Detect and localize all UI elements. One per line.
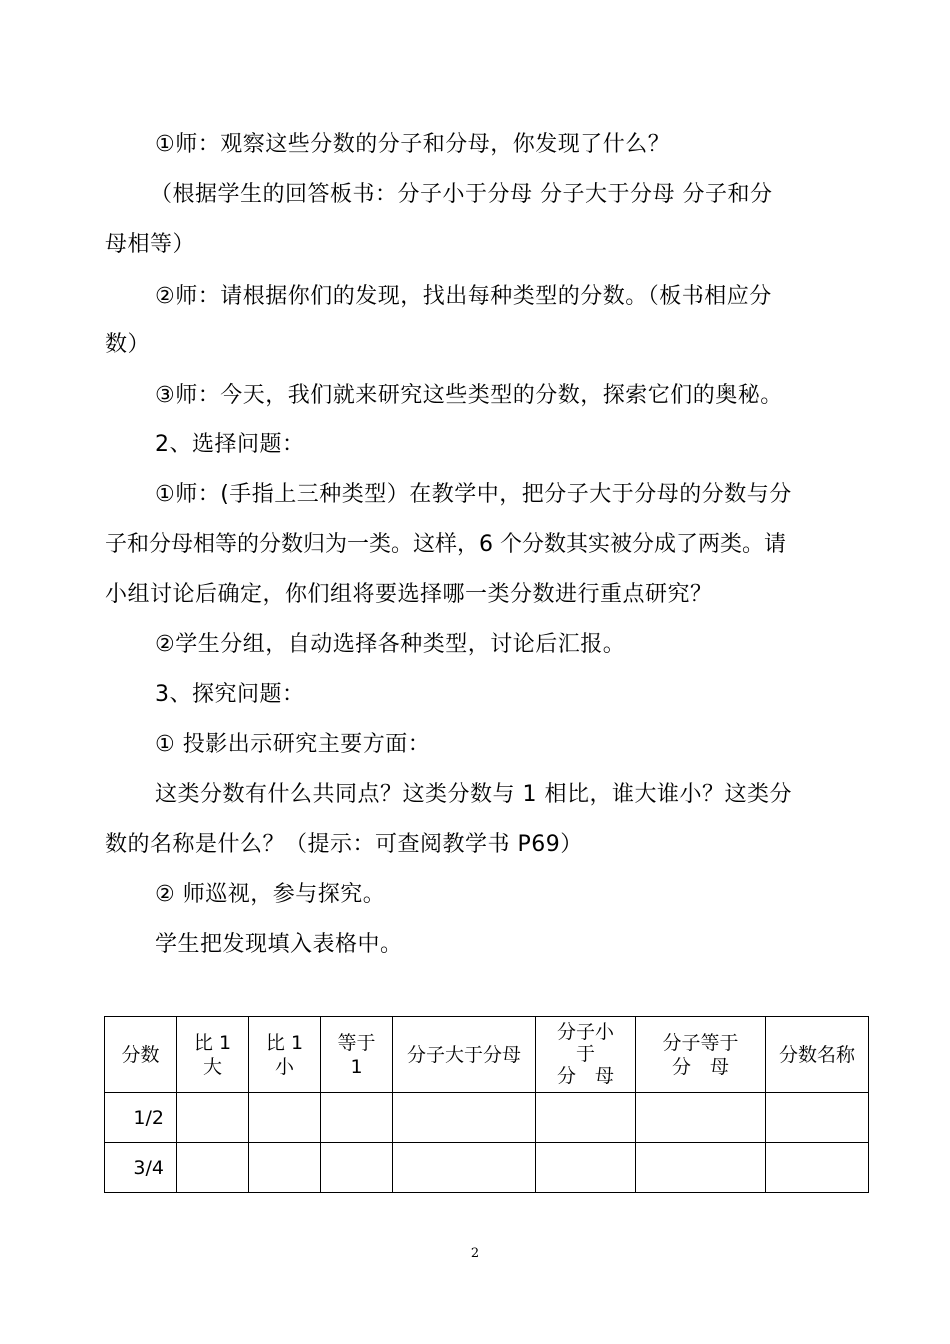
heading-choose-question: 2、选择问题： [155,432,305,457]
paragraph-classify-line1: ①师：(手指上三种类型）在教学中，把分子大于分母的分数与分 [155,482,792,507]
paragraph-today: ③师：今天，我们就来研究这些类型的分数，探索它们的奥秘。 [155,383,783,408]
table-cell [321,1143,393,1193]
table-cell [766,1093,869,1143]
table-row [105,1093,869,1143]
paragraph-projection: ① 投影出示研究主要方面： [155,732,431,757]
table-cell [177,1143,249,1193]
paragraph-questions-line1: 这类分数有什么共同点？这类分数与 1 相比，谁大谁小？这类分 [155,782,792,807]
paragraph-board-notes-line1: （根据学生的回答板书：分子小于分母 分子大于分母 分子和分 [150,182,773,207]
header-numerator-less: 分子小 于 分 母 [536,1017,636,1093]
page-number: 2 [470,1246,480,1261]
paragraph-questions-line2: 数的名称是什么？（提示：可查阅教学书 P69） [105,832,583,857]
header-greater-than-one: 比 1 大 [177,1017,249,1093]
table-cell [393,1093,536,1143]
paragraph-observe: ①师：观察这些分数的分子和分母，你发现了什么？ [155,132,671,157]
paragraph-classify-line2: 子和分母相等的分数归为一类。这样，6 个分数其实被分成了两类。请 [105,532,786,557]
header-less-than-one: 比 1 小 [249,1017,321,1093]
paragraph-fill-table: 学生把发现填入表格中。 [155,932,403,957]
paragraph-teacher-patrol: ② 师巡视，参与探究。 [155,882,386,907]
table-cell [636,1093,766,1143]
table-row [105,1143,869,1193]
paragraph-classify-line3: 小组讨论后确定，你们组将要选择哪一类分数进行重点研究？ [105,582,713,607]
table-cell [321,1093,393,1143]
header-equal-one: 等于 1 [321,1017,393,1093]
table-cell [766,1143,869,1193]
table-header-row [105,1017,869,1093]
row-label-cell: 3/4 [105,1143,177,1193]
table-cell [177,1093,249,1143]
header-numerator-greater: 分子大于分母 [393,1017,536,1093]
header-fraction: 分数 [105,1017,177,1093]
fraction-table [104,1016,869,1193]
table-cell [536,1093,636,1143]
table-cell [636,1143,766,1193]
table-cell [536,1143,636,1193]
table-cell [249,1143,321,1193]
table-cell [393,1143,536,1193]
table-cell [249,1093,321,1143]
paragraph-group-report: ②学生分组，自动选择各种类型，讨论后汇报。 [155,632,626,657]
paragraph-find-types-line1: ②师：请根据你们的发现，找出每种类型的分数。（板书相应分 [155,284,772,309]
heading-explore-question: 3、探究问题： [155,682,305,707]
header-fraction-name: 分数名称 [766,1017,869,1093]
paragraph-find-types-line2: 数） [105,332,151,357]
paragraph-board-notes-line2: 母相等） [105,232,196,257]
header-numerator-equal: 分子等于 分 母 [636,1017,766,1093]
row-label-cell: 1/2 [105,1093,177,1143]
